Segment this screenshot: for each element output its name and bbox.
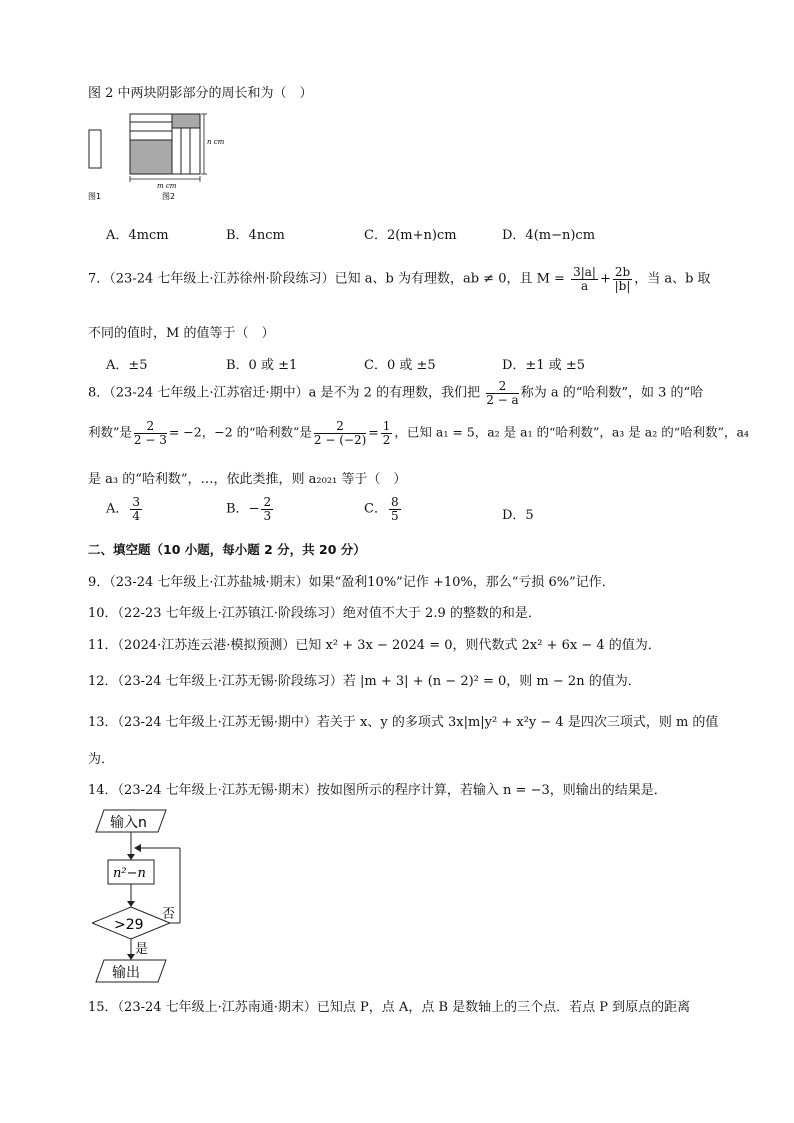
q13-line1: 13．（23-24 七年级上·江苏无锡·期中）若关于 x、y 的多项式 3x|m|y² + x²y − 4 是四次三项式，则 m 的值: [88, 715, 719, 730]
flow-output-label: 输出: [112, 965, 140, 981]
section-2-heading: 二、填空题（10 小题，每小题 2 分，共 20 分）: [88, 542, 366, 557]
q6-option-d[interactable]: D．4(m−n)cm: [502, 228, 596, 243]
flow-no-label: 否: [162, 907, 176, 922]
q7-line2: 不同的值时，M 的值等于（ ）: [88, 326, 275, 341]
q10: 10．（22-23 七年级上·江苏镇江·阶段练习）绝对值不大于 2.9 的整数的和是．: [88, 606, 541, 621]
q6-option-c[interactable]: C．2(m+n)cm: [364, 228, 457, 243]
q8-option-b[interactable]: B．− $\frac{2}{3}$: [226, 495, 272, 523]
q6-stem: 图 2 中两块阴影部分的周长和为（ ）: [88, 86, 313, 101]
fig1-label: 图1: [88, 192, 102, 201]
q7-line1: 7．（23-24 七年级上·江苏徐州·阶段练习）已知 a、b 为有理数，ab ≠ 0，且 M = $\frac{3|a|}{a}$ + $\frac{2b}{|b|}$ ，当 a、b 取: [88, 265, 711, 293]
q8-fraction-main: $\frac{2}{2 - a}$: [486, 379, 519, 407]
q8-line2: 利数”是 $\frac{2}{2 - 3}$ = −2，−2 的“哈利数”是 $\frac{2}{2 - (-2)}$ = $\frac{1}{2}$ ，已知 a₁ = 5，a₂ 是 a₁ 的“哈利数”，a₃ 是 a₂ 的“哈利数”，a₄: [88, 419, 749, 447]
q8-option-a[interactable]: A． $\frac{3}{4}$: [106, 495, 141, 523]
q11: 11．（2024·江苏连云港·模拟预测）已知 x² + 3x − 2024 = 0，则代数式 2x² + 6x − 4 的值为．: [88, 638, 661, 653]
n-cm-label: n cm: [207, 138, 225, 146]
q8-line3: 是 a₃ 的“哈利数”，…，依此类推，则 a₂₀₂₁ 等于（ ）: [88, 472, 407, 487]
q8-option-d[interactable]: D．5: [502, 508, 534, 523]
q7-option-d[interactable]: D．±1 或 ±5: [502, 358, 586, 373]
q9: 9．（23-24 七年级上·江苏盐城·期末）如果“盈利10%”记作 +10%，那么“亏损 6%”记作．: [88, 575, 615, 590]
q7-option-c[interactable]: C．0 或 ±5: [364, 358, 436, 373]
fig2-shaded-top-right: [172, 114, 200, 128]
q14: 14．（23-24 七年级上·江苏无锡·期末）按如图所示的程序计算，若输入 n = −3，则输出的结果是．: [88, 783, 667, 798]
fig1-rectangle: [89, 130, 101, 168]
q6-option-a[interactable]: A．4mcm: [106, 228, 169, 243]
q7-fraction-1: $\frac{3|a|}{a}$: [573, 265, 596, 293]
flow-condition-label: >29: [114, 917, 144, 933]
q13-line2: 为．: [88, 752, 115, 767]
q6-figure: [84, 108, 234, 204]
fig2-shaded-left: [130, 140, 172, 174]
q8-line1: 8．（23-24 七年级上·江苏宿迁·期中）a 是不为 2 的有理数，我们把 $\frac{2}{2 - a}$ 称为 a 的“哈利数”，如 3 的“哈: [88, 379, 704, 407]
fig2-label: 图2: [162, 192, 176, 201]
m-cm-label: m cm: [157, 182, 177, 190]
q8-option-c[interactable]: C． $\frac{8}{5}$: [364, 495, 399, 523]
q15: 15．（23-24 七年级上·江苏南通·期末）已知点 P，点 A，点 B 是数轴上的三个点．若点 P 到原点的距离: [88, 1000, 691, 1015]
flow-yes-label: 是: [135, 942, 149, 957]
q12: 12．（23-24 七年级上·江苏无锡·阶段练习）若 |m + 3| + (n − 2)² = 0，则 m − 2n 的值为．: [88, 674, 641, 689]
program-flowchart: [92, 806, 202, 990]
flow-input-label: 输入n: [110, 815, 147, 831]
q6-option-b[interactable]: B．4ncm: [226, 228, 285, 243]
q7-option-a[interactable]: A．±5: [106, 358, 148, 373]
flow-process-label: n²−n: [113, 866, 146, 881]
q7-fraction-2: $\frac{2b}{|b|}$: [614, 265, 631, 293]
q7-option-b[interactable]: B．0 或 ±1: [226, 358, 298, 373]
